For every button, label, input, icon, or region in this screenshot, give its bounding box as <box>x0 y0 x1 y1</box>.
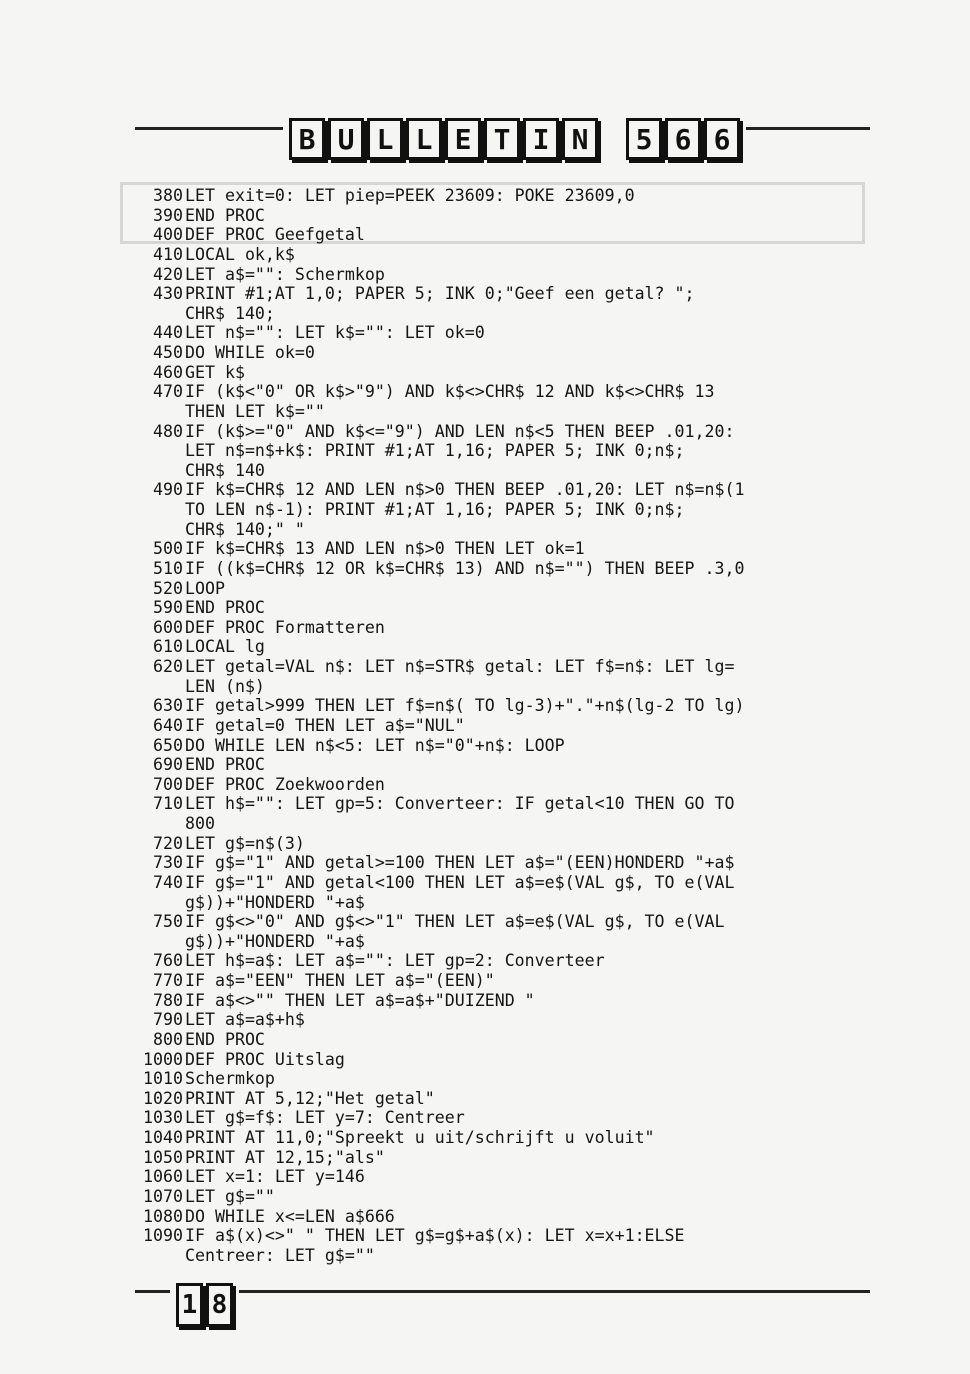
masthead-issue-digit: 6 <box>665 118 701 160</box>
code-line <box>128 1069 858 1089</box>
page-number-digit: 8 <box>206 1283 233 1327</box>
line-number: 630 <box>153 696 183 716</box>
line-code: END PROC <box>185 1029 265 1049</box>
line-code: IF a$(x)<>" " THEN LET g$=g$+a$(x): LET x=x+1:ELSE <box>185 1226 685 1246</box>
line-code: PRINT AT 5,12;"Het getal" <box>185 1088 435 1108</box>
line-code: CHR$ 140; <box>185 303 275 323</box>
line-code: LET n$=n$+k$: PRINT #1;AT 1,16; PAPER 5; INK 0;n$; <box>185 441 685 461</box>
code-line <box>128 559 858 579</box>
code-line <box>128 245 858 265</box>
basic-program-listing <box>128 186 858 1265</box>
code-line <box>128 696 858 716</box>
code-line <box>128 598 858 618</box>
masthead-spacer <box>601 118 623 164</box>
line-code: LOOP <box>185 578 225 598</box>
code-line-continuation <box>128 814 858 834</box>
line-number: 590 <box>153 598 183 618</box>
code-line-continuation <box>128 304 858 324</box>
line-number: 1080 <box>143 1206 183 1226</box>
line-code: IF g$="1" AND getal>=100 THEN LET a$="(EEN)HONDERD "+a$ <box>185 853 735 873</box>
code-line <box>128 1050 858 1070</box>
line-code: LET x=1: LET y=146 <box>185 1167 365 1187</box>
line-code: IF a$<>"" THEN LET a$=a$+"DUIZEND " <box>185 990 535 1010</box>
code-line <box>128 1089 858 1109</box>
line-number: 400 <box>153 225 183 245</box>
line-code: IF g$<>"0" AND g$<>"1" THEN LET a$=e$(VAL g$, TO e(VAL <box>185 912 725 932</box>
line-number: 1000 <box>143 1049 183 1069</box>
line-code: LEN (n$) <box>185 676 265 696</box>
code-line <box>128 539 858 559</box>
code-line <box>128 657 858 677</box>
code-line <box>128 382 858 402</box>
line-code: LET h$="": LET gp=5: Converteer: IF getal<10 THEN GO TO <box>185 794 735 814</box>
code-line <box>128 1167 858 1187</box>
line-code: LET h$=a$: LET a$="": LET gp=2: Converteer <box>185 951 605 971</box>
line-number: 470 <box>153 382 183 402</box>
line-number: 440 <box>153 323 183 343</box>
masthead-letter: L <box>406 118 442 160</box>
line-code: LET n$="": LET k$="": LET ok=0 <box>185 323 485 343</box>
line-code: CHR$ 140 <box>185 460 265 480</box>
line-number: 1090 <box>143 1226 183 1246</box>
code-line-continuation <box>128 1246 858 1266</box>
line-number: 490 <box>153 480 183 500</box>
line-number: 500 <box>153 539 183 559</box>
masthead <box>283 118 746 164</box>
code-line <box>128 363 858 383</box>
masthead-letter: I <box>523 118 559 160</box>
line-number: 1030 <box>143 1108 183 1128</box>
code-line <box>128 873 858 893</box>
line-number: 720 <box>153 833 183 853</box>
line-code: g$))+"HONDERD "+a$ <box>185 931 365 951</box>
line-number: 640 <box>153 715 183 735</box>
line-number: 730 <box>153 853 183 873</box>
line-code: GET k$ <box>185 362 245 382</box>
masthead-letter: L <box>367 118 403 160</box>
line-number: 790 <box>153 1010 183 1030</box>
masthead-letter: N <box>562 118 598 160</box>
code-line-continuation <box>128 932 858 952</box>
code-line <box>128 1128 858 1148</box>
line-number: 1020 <box>143 1088 183 1108</box>
line-code: IF a$="EEN" THEN LET a$="(EEN)" <box>185 971 495 990</box>
line-code: Centreer: LET g$="" <box>185 1245 375 1265</box>
code-line <box>128 323 858 343</box>
line-code: LET g$=f$: LET y=7: Centreer <box>185 1108 465 1128</box>
line-code: LOCAL ok,k$ <box>185 244 295 264</box>
code-line <box>128 1010 858 1030</box>
line-code: 800 <box>185 814 215 833</box>
line-code: PRINT AT 12,15;"als" <box>185 1147 385 1167</box>
line-code: THEN LET k$="" <box>185 401 325 421</box>
line-code: LET a$="": Schermkop <box>185 264 385 284</box>
code-line <box>128 1187 858 1207</box>
line-code: IF getal=0 THEN LET a$="NUL" <box>185 715 465 735</box>
line-number: 1060 <box>143 1167 183 1187</box>
line-code: DO WHILE x<=LEN a$666 <box>185 1206 395 1226</box>
line-number: 610 <box>153 637 183 657</box>
line-number: 380 <box>153 186 183 205</box>
code-line <box>128 422 858 442</box>
line-code: TO LEN n$-1): PRINT #1;AT 1,16; PAPER 5; INK 0;n$; <box>185 500 685 519</box>
line-code: Schermkop <box>185 1069 275 1089</box>
code-line <box>128 794 858 814</box>
code-line-continuation <box>128 402 858 422</box>
line-number: 700 <box>153 774 183 794</box>
line-code: LET g$="" <box>185 1186 275 1206</box>
line-code: PRINT AT 11,0;"Spreekt u uit/schrijft u voluit" <box>185 1128 655 1147</box>
line-code: DO WHILE ok=0 <box>185 343 315 362</box>
line-code: LET exit=0: LET piep=PEEK 23609: POKE 23609,0 <box>185 186 635 205</box>
line-code: IF g$="1" AND getal<100 THEN LET a$=e$(VAL g$, TO e(VAL <box>185 872 735 892</box>
code-line <box>128 755 858 775</box>
line-number: 480 <box>153 421 183 441</box>
code-line <box>128 1148 858 1168</box>
line-number: 390 <box>153 205 183 225</box>
line-number: 410 <box>153 244 183 264</box>
line-number: 420 <box>153 264 183 284</box>
masthead-issue-digit: 6 <box>704 118 740 160</box>
line-number: 1050 <box>143 1147 183 1167</box>
masthead-letter: U <box>328 118 364 160</box>
code-line <box>128 834 858 854</box>
line-number: 510 <box>153 558 183 578</box>
masthead-letter: E <box>445 118 481 160</box>
line-number: 1040 <box>143 1128 183 1147</box>
line-number: 650 <box>153 735 183 755</box>
line-code: END PROC <box>185 598 265 618</box>
page-number <box>170 1283 239 1327</box>
line-number: 690 <box>153 755 183 775</box>
code-line <box>128 775 858 795</box>
code-line-continuation <box>128 461 858 481</box>
code-line <box>128 1207 858 1227</box>
code-line-continuation <box>128 893 858 913</box>
line-code: CHR$ 140;" " <box>185 519 305 539</box>
line-number: 520 <box>153 578 183 598</box>
code-line <box>128 951 858 971</box>
line-number: 770 <box>153 971 183 990</box>
line-code: DO WHILE LEN n$<5: LET n$="0"+n$: LOOP <box>185 735 565 755</box>
code-line <box>128 284 858 304</box>
line-code: LET g$=n$(3) <box>185 833 305 853</box>
code-line <box>128 480 858 500</box>
code-line <box>128 343 858 363</box>
code-line-continuation <box>128 441 858 461</box>
code-line-continuation <box>128 520 858 540</box>
line-code: IF getal>999 THEN LET f$=n$( TO lg-3)+"."+n$(lg-2 TO lg) <box>185 696 745 716</box>
line-number: 600 <box>153 617 183 637</box>
line-code: IF (k$<"0" OR k$>"9") AND k$<>CHR$ 12 AND k$<>CHR$ 13 <box>185 382 715 402</box>
line-code: PRINT #1;AT 1,0; PAPER 5; INK 0;"Geef een getal? "; <box>185 284 695 304</box>
line-number: 450 <box>153 343 183 362</box>
line-number: 1070 <box>143 1186 183 1206</box>
code-line <box>128 853 858 873</box>
code-line <box>128 265 858 285</box>
line-code: IF (k$>="0" AND k$<="9") AND LEN n$<5 THEN BEEP .01,20: <box>185 421 735 441</box>
line-code: DEF PROC Geefgetal <box>185 225 365 245</box>
line-number: 710 <box>153 794 183 814</box>
code-line <box>128 716 858 736</box>
line-number: 620 <box>153 657 183 676</box>
code-line <box>128 736 858 756</box>
line-number: 750 <box>153 912 183 932</box>
code-line <box>128 912 858 932</box>
line-code: LET a$=a$+h$ <box>185 1010 305 1030</box>
page-number-digit: 1 <box>176 1283 203 1327</box>
code-line <box>128 618 858 638</box>
code-line <box>128 206 858 226</box>
code-line <box>128 1108 858 1128</box>
line-code: IF k$=CHR$ 13 AND LEN n$>0 THEN LET ok=1 <box>185 539 585 559</box>
line-code: g$))+"HONDERD "+a$ <box>185 892 365 912</box>
line-number: 740 <box>153 872 183 892</box>
code-line <box>128 971 858 991</box>
line-code: DEF PROC Uitslag <box>185 1049 345 1069</box>
line-code: LET getal=VAL n$: LET n$=STR$ getal: LET f$=n$: LET lg= <box>185 657 735 676</box>
code-line-continuation <box>128 500 858 520</box>
line-code: END PROC <box>185 205 265 225</box>
line-number: 430 <box>153 284 183 304</box>
line-number: 460 <box>153 362 183 382</box>
code-line <box>128 637 858 657</box>
code-line-continuation <box>128 677 858 697</box>
code-line <box>128 579 858 599</box>
code-line <box>128 1030 858 1050</box>
line-code: LOCAL lg <box>185 637 265 657</box>
line-code: IF ((k$=CHR$ 12 OR k$=CHR$ 13) AND n$="") THEN BEEP .3,0 <box>185 558 745 578</box>
code-line <box>128 225 858 245</box>
code-line <box>128 186 858 206</box>
line-code: DEF PROC Formatteren <box>185 617 385 637</box>
code-line <box>128 1226 858 1246</box>
footer-rule <box>135 1290 870 1293</box>
masthead-letter: B <box>289 118 325 160</box>
line-number: 800 <box>153 1029 183 1049</box>
line-code: END PROC <box>185 755 265 775</box>
line-code: IF k$=CHR$ 12 AND LEN n$>0 THEN BEEP .01,20: LET n$=n$(1 <box>185 480 745 500</box>
line-number: 780 <box>153 990 183 1010</box>
masthead-letter: T <box>484 118 520 160</box>
line-number: 760 <box>153 951 183 971</box>
line-code: DEF PROC Zoekwoorden <box>185 774 385 794</box>
code-line <box>128 991 858 1011</box>
line-number: 1010 <box>143 1069 183 1089</box>
masthead-issue-digit: 5 <box>626 118 662 160</box>
